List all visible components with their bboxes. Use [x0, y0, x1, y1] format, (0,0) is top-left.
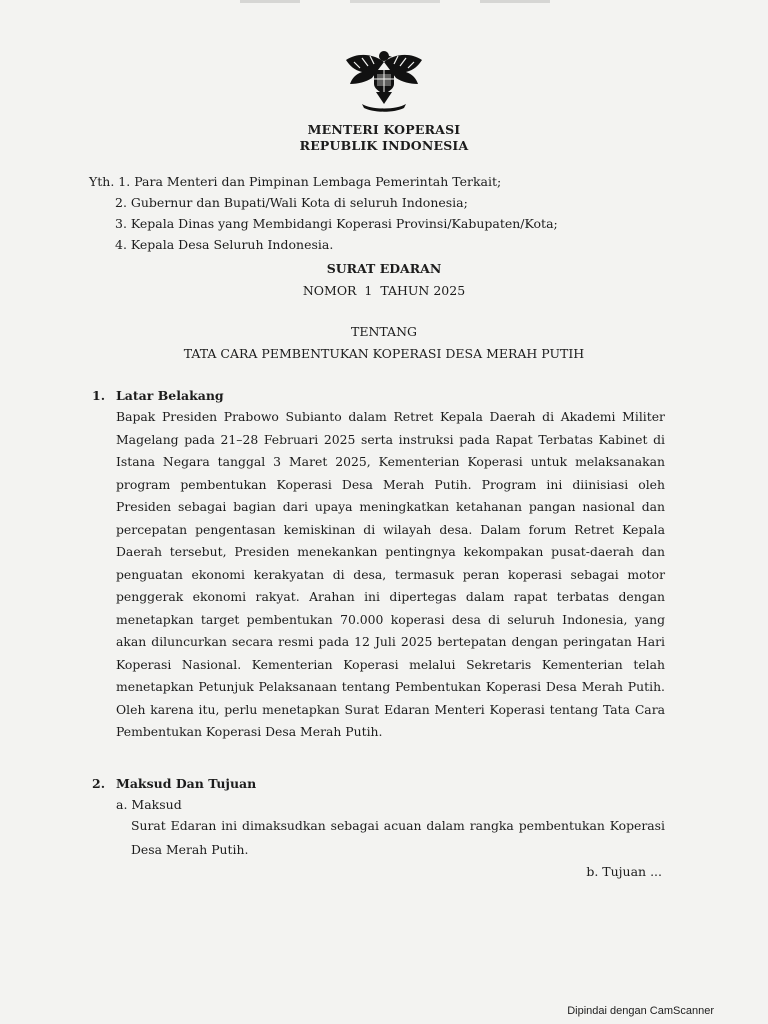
subsection-a-body: Surat Edaran ini dimaksudkan sebagai acuan dalam rangka pembentukan Koperasi Desa Merah Putih. — [131, 818, 665, 857]
page-continuation: b. Tujuan ... — [586, 864, 662, 879]
addressee-item: 3. Kepala Dinas yang Membidangi Koperasi Provinsi/Kabupaten/Kota; — [115, 216, 558, 231]
section-1-heading — [92, 388, 224, 403]
section-title: Latar Belakang — [116, 388, 224, 403]
document-type: SURAT EDARAN — [326, 261, 442, 276]
about-label: TENTANG — [350, 324, 417, 339]
section-number: 1. — [92, 388, 106, 403]
country-title: REPUBLIK INDONESIA — [299, 138, 469, 153]
document-number: NOMOR 1 TAHUN 2025 — [302, 283, 466, 298]
section-1-body: Bapak Presiden Prabowo Subianto dalam Retret Kepala Daerah di Akademi Militer Magelang pada 21–28 Februari 2025 serta instruksi pada Rapat Terbatas Kabinet di Istana Negara tanggal 3 Maret 2025, Kementerian Koperasi untuk melaksanakan program pembentukan Koperasi Desa Merah Putih. Program ini diinisiasi oleh Presiden sebagai bagian dari upaya meningkatkan ketahanan pangan nasional dan percepatan pengentasan kemiskinan di wilayah desa. Dalam forum Retret Kepala Daerah tersebut, Presiden menekankan pentingnya kekompakan pusat-daerah dan penguatan ekonomi kerakyatan di desa, termasuk peran koperasi sebagai motor penggerak ekonomi rakyat. Arahan ini dipertegas dalam rapat terbatas dengan menetapkan target pembentukan 70.000 koperasi desa di seluruh Indonesia, yang akan diluncurkan secara resmi pada 12 Juli 2025 bertepatan dengan peringatan Hari Koperasi Nasional. Kementerian Koperasi melalui Sekretaris Kementerian telah menetapkan Petunjuk Pelaksanaan tentang Pembentukan Koperasi Desa Merah Putih. Oleh karena itu, perlu menetapkan Surat Edaran Menteri Koperasi tentang Tata Cara Pembentukan Koperasi Desa Merah Putih. — [116, 409, 665, 739]
addressee-item: 2. Gubernur dan Bupati/Wali Kota di seluruh Indonesia; — [115, 195, 468, 210]
section-2-heading — [92, 776, 256, 791]
addressee-line-3 — [115, 214, 558, 234]
ministry-title: MENTERI KOPERASI — [307, 122, 461, 137]
addressee-item: 1. Para Menteri dan Pimpinan Lembaga Pemerintah Terkait; — [118, 174, 502, 189]
scanner-watermark: Dipindai dengan CamScanner — [567, 1005, 714, 1017]
subsection-a-label: a. Maksud — [116, 797, 182, 812]
addressee-line-4 — [115, 235, 333, 255]
addressee-line-2 — [115, 193, 468, 213]
scan-top-smudge — [200, 0, 600, 6]
addressee-prefix: Yth. — [89, 174, 115, 189]
document-subject: TATA CARA PEMBENTUKAN KOPERASI DESA MERAH PUTIH — [183, 346, 585, 361]
section-title: Maksud Dan Tujuan — [116, 776, 257, 791]
garuda-emblem-icon — [340, 48, 428, 114]
section-number: 2. — [92, 776, 106, 791]
addressee-item: 4. Kepala Desa Seluruh Indonesia. — [115, 237, 334, 252]
letterhead — [0, 122, 768, 154]
addressee-line-1 — [89, 172, 501, 192]
